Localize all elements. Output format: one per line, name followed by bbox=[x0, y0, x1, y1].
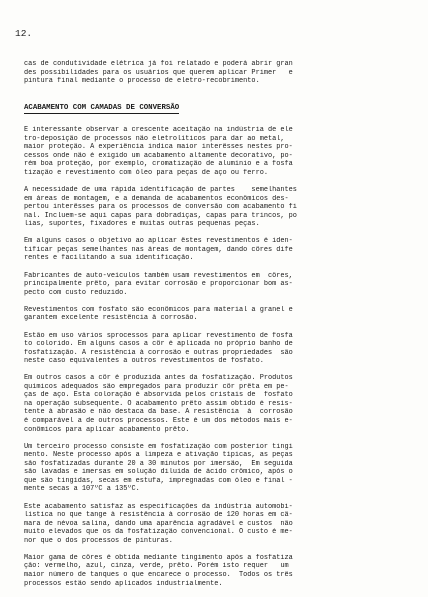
text-line: neste caso equivalentes a outros revestimentos de fosfato. bbox=[24, 357, 264, 366]
text-line: lias, suportes, fixadores e muitas outras pequenas peças. bbox=[24, 220, 260, 229]
text-line: são fosfatizadas durante 20 a 30 minutos por imersão, Em seguida bbox=[24, 459, 293, 468]
text-line: tização e revestimento com óleo para peças de aço ou ferro. bbox=[24, 168, 268, 177]
text-line: garantem excelente resistência à corrosão. bbox=[24, 314, 198, 323]
section-heading: ACABAMENTO COM CAMADAS DE CONVERSÃO bbox=[24, 104, 179, 115]
text-line: em áreas de montagem, e a demanda de acabamentos econômicos des- bbox=[24, 194, 289, 203]
paragraph bbox=[24, 503, 416, 546]
paragraph bbox=[24, 186, 416, 229]
text-line: ção: vermelho, azul, cinza, verde, prêto. Porém isto requer um bbox=[24, 562, 289, 571]
paragraph bbox=[24, 126, 416, 177]
text-line: nor que o dos processos de pinturas. bbox=[24, 536, 173, 545]
text-line: É interessante observar a crescente aceitação na indústria de ele bbox=[24, 126, 293, 135]
text-line: cas de condutividade elétrica já foi relatado e poderá abrir gran bbox=[24, 60, 293, 68]
text-line: pecto com custo reduzido. bbox=[24, 288, 128, 297]
text-line: des possibilidades para os usuários que querem aplicar Primer e bbox=[24, 68, 293, 77]
page-number: 12. bbox=[15, 28, 33, 39]
text-line: A necessidade de uma rápida identificação de partes semelhantes bbox=[24, 186, 297, 195]
text-line: to colorido. Em alguns casos a côr é aplicada no próprio banho de bbox=[24, 340, 293, 349]
text-line: fosfatização. A resistência à corrosão e outras propriedades são bbox=[24, 348, 293, 357]
text-line: tro-deposição de processos não eletrolíticos para dar ao metal, bbox=[24, 134, 285, 143]
text-line: químicos adequados são empregados para produzir côr prêta em pe- bbox=[24, 382, 289, 391]
text-line: ças de aço. Esta coloração é absorvida pelos cristais de fosfato bbox=[24, 391, 293, 400]
paragraph bbox=[24, 272, 416, 298]
text-line: tificar peças semelhantes nas áreas de montagem, dando côres dife bbox=[24, 245, 293, 254]
text-line: mara de névoa salina, dando uma aparência agradável e custos não bbox=[24, 519, 293, 528]
text-line: Revestimentos com fosfato são econômicos para material a granel e bbox=[24, 305, 293, 314]
text-line: conômicos para aplicar acabamento prêto. bbox=[24, 425, 190, 434]
text-line: Em alguns casos o objetivo ao aplicar êstes revestimentos é iden- bbox=[24, 237, 293, 246]
text-line: processos estão sendo aplicados industrialmente. bbox=[24, 579, 223, 588]
text-line: pintura final mediante o processo de eletro-recobrimento. bbox=[24, 77, 260, 86]
paragraph bbox=[24, 237, 416, 263]
paragraph bbox=[24, 443, 416, 494]
paragraph bbox=[24, 374, 416, 434]
text-line: cessos onde não é exigido um acabamento altamente decorativo, po- bbox=[24, 151, 293, 160]
text-line: mento. Neste processo após a limpeza e ativação típicas, as peças bbox=[24, 451, 293, 460]
text-line: tente à abrasão e não destaca da base. A resistência à corrosão bbox=[24, 408, 293, 417]
text-line: principalmente prêto, para evitar corrosão e proporcionar bom as- bbox=[24, 280, 293, 289]
text-line: Êste acabamento satisfaz as especificações da indústria automobi- bbox=[24, 502, 293, 511]
text-line: lística no que tange à resistência à corrosão de 120 horas em câ- bbox=[24, 511, 293, 520]
page-content bbox=[24, 60, 416, 597]
text-line: pertou interêsses para os processos de conversão com acabamento fi bbox=[24, 203, 297, 212]
text-line: nal. Incluem-se aqui capas para dobradiças, capas para trincos, po bbox=[24, 211, 297, 220]
paragraph-continuation bbox=[24, 60, 416, 86]
text-line: é comparável a de outros processos. Êste é um dos métodos mais e- bbox=[24, 417, 293, 426]
text-line: Fabricantes de auto-veículos também usam revestimentos em côres, bbox=[24, 271, 293, 280]
text-line: maior número de tanques o que encarece o processo. Todos os três bbox=[24, 571, 293, 579]
text-line: muito elevados que os da fosfatização convencional. O custo é me- bbox=[24, 528, 293, 537]
text-line: que são tingidas, secas em estufa, impregnadas com óleo e final - bbox=[24, 476, 293, 485]
text-line: Maior gama de côres é obtida mediante tingimento após a fosfatiza bbox=[24, 553, 293, 562]
text-line: Um terceiro processo consiste em fosfatização com posterior tingi bbox=[24, 442, 293, 451]
text-line: mente secas a 107ºC a 135ºC. bbox=[24, 485, 140, 494]
text-line: rentes e facilitando a sua identificação. bbox=[24, 254, 194, 263]
text-line: rém boa proteção, por exemplo, cromatização de alumínio e a fosfa bbox=[24, 160, 293, 169]
paragraph bbox=[24, 306, 416, 323]
text-line: na operação subsequente. O acabamento prêto assim obtido é resis- bbox=[24, 399, 293, 408]
text-line: Em outros casos a côr é produzida antes da fosfatização. Produtos bbox=[24, 374, 293, 383]
paragraph bbox=[24, 554, 416, 588]
text-line: maior proteção. A experiência indica maior interêsses nestes pro- bbox=[24, 143, 293, 152]
paragraph bbox=[24, 332, 416, 366]
text-line: Estão em uso vários sprocessos para aplicar revestimento de fosfa bbox=[24, 331, 293, 340]
text-line: são lavadas e imersas em solução diluída de ácido crômico, após o bbox=[24, 468, 293, 477]
